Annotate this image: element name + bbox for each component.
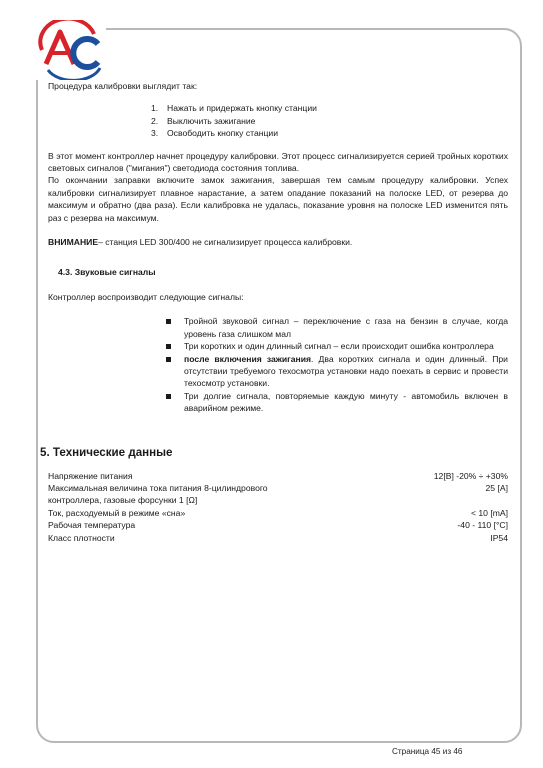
table-row: Ток, расходуемый в режиме «сна» < 10 [mA]	[48, 507, 508, 518]
spec-table	[48, 470, 508, 544]
table-row: Максимальная величина тока питания 8-цилиндрового контроллера, газовые форсунки 1 [Ω] 25 [A]	[48, 482, 508, 506]
table-row: Напряжение питания 12[В] -20% ÷ +30%	[48, 470, 508, 481]
list-item: Тройной звуковой сигнал – переключение с газа на бензин в случае, когда уровень газа слишком мал	[166, 315, 508, 340]
calibration-steps	[48, 102, 508, 139]
bullet-icon	[166, 357, 171, 362]
signals-list	[48, 315, 508, 414]
page-content	[40, 80, 508, 544]
attention-label: ВНИМАНИЕ	[48, 237, 99, 248]
attention-note: ВНИМАНИЕ– станция LED 300/400 не сигнализирует процесса калибровки.	[48, 237, 353, 248]
bullet-icon	[166, 394, 171, 399]
bullet-icon	[166, 344, 171, 349]
list-item: 1. Нажать и придержать кнопку станции	[151, 103, 317, 114]
page-number: Страница 45 из 46	[392, 747, 463, 756]
table-row: Рабочая температура -40 - 110 [°C]	[48, 520, 508, 531]
calibration-intro: Процедура калибровки выглядит так:	[48, 81, 198, 91]
list-item: 3. Освободить кнопку станции	[151, 128, 279, 139]
signals-intro: Контроллер воспроизводит следующие сигналы:	[48, 291, 244, 302]
section-heading: 4.3. Звуковые сигналы	[58, 267, 156, 278]
list-item: Три коротких и один длинный сигнал – если происходит ошибка контроллера	[166, 340, 508, 352]
list-item: 2. Выключить зажигание	[151, 115, 256, 126]
paragraph: В этот момент контроллер начнет процедуру калибровки. Этот процесс сигнализируется серией тройных коротких световых сигналов ("мигания") светодиода состояния топлива.	[48, 150, 508, 174]
list-item: после включения зажигания. Два коротких сигнала и один длинный. При отсутствии требуемого техосмотра установки надо поехать в сервис и провести техосмотр установки.	[166, 353, 508, 390]
paragraph: По окончании заправки включите замок зажигания, завершая тем самым процедуру калибровки. Успех калибровки сигнализирует плавное нарастание, а затем опадание показаний на полоске LED, от резерва до максимум и обратно (два раза). Если калибровка не удалась, показание уровня на полоске LED изменится пять раз с резерва на максимум.	[48, 175, 508, 223]
ac-logo	[34, 20, 106, 80]
section-heading: 5. Технические данные	[40, 445, 173, 459]
list-item: Три долгие сигнала, повторяемые каждую минуту - автомобиль включен в аварийном режиме.	[166, 390, 508, 415]
bullet-icon	[166, 319, 171, 324]
table-row: Класс плотности IP54	[48, 532, 508, 543]
